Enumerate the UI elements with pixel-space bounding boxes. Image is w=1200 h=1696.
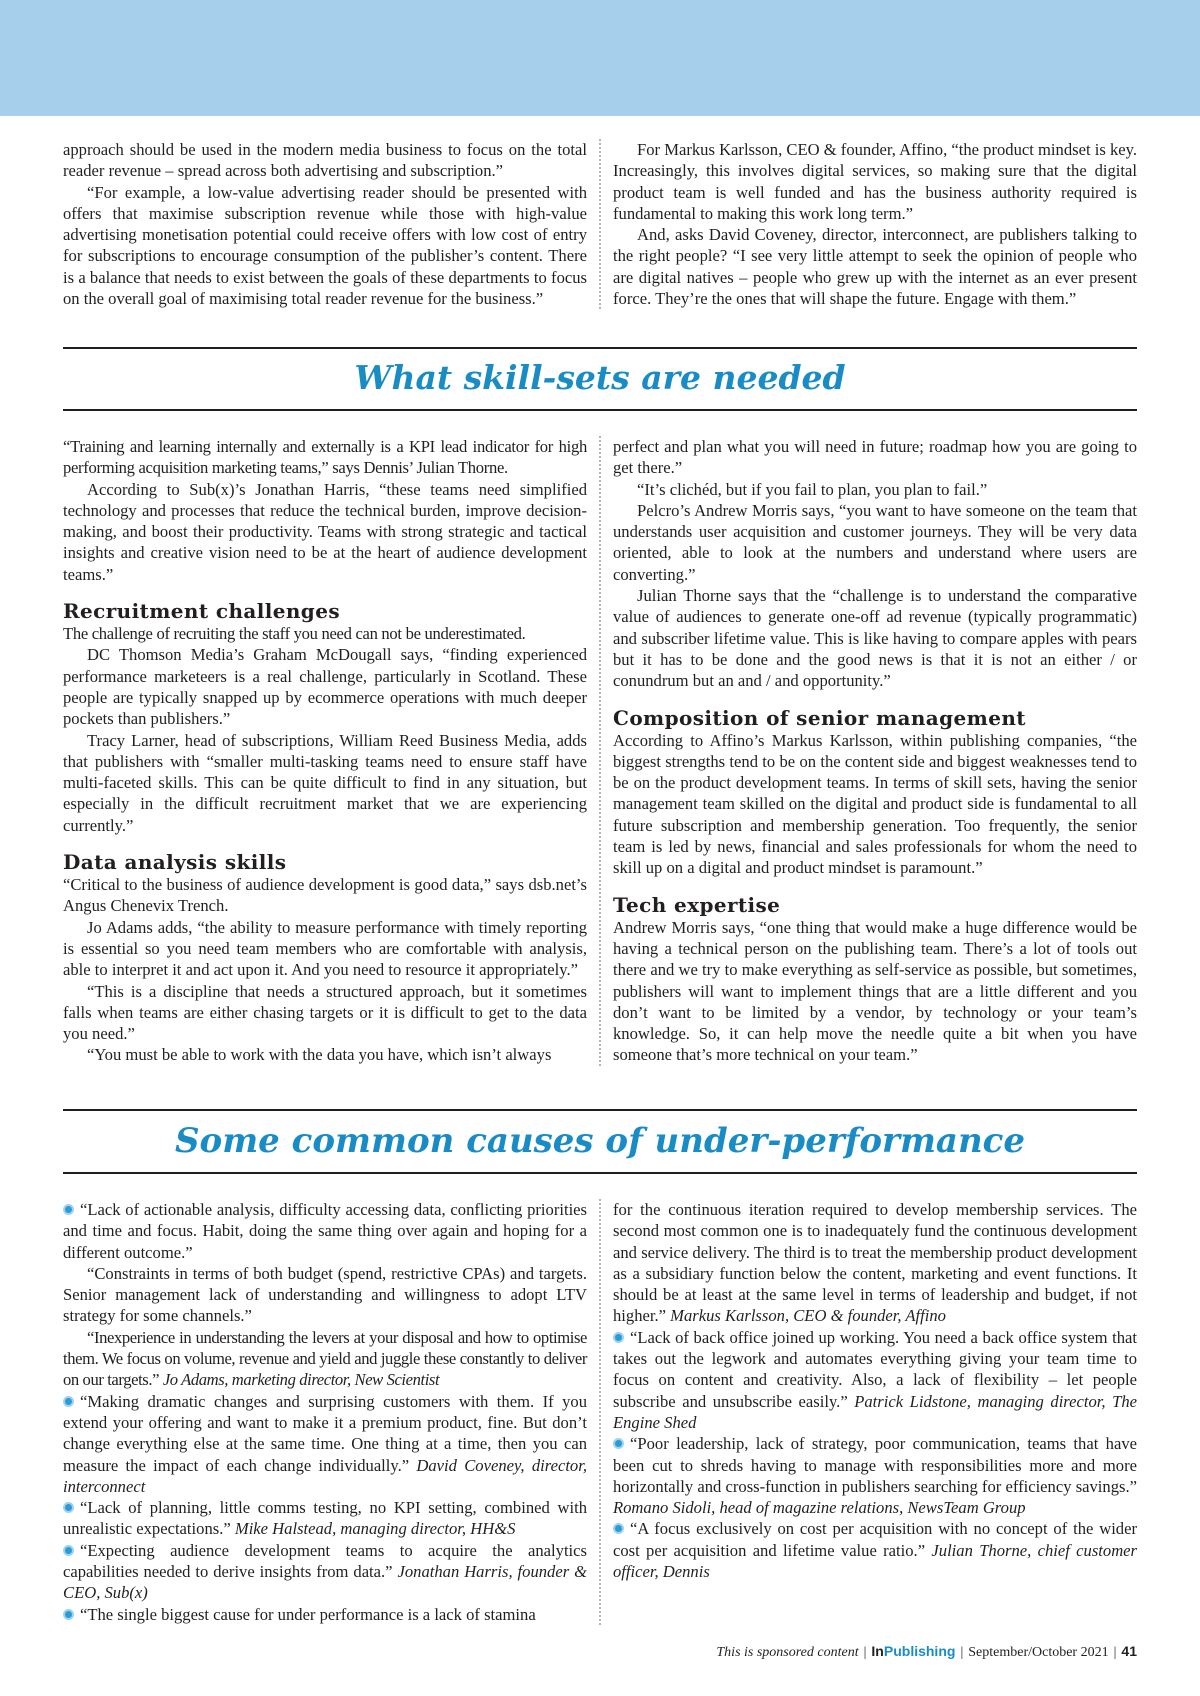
paragraph: “For example, a low-value advertising reader should be presented with offers that maximise subscription revenue while those with high-value advertising monetisation potential could receive offers with low cost of entry for subscriptions to encourage consumption of the publisher’s content. There is a balance that needs to exist between the goals of these departments to focus on the overall goal of maximising total reader revenue for the business.”	[63, 182, 587, 309]
page-footer	[716, 1643, 1137, 1661]
quote: “Inexperience in understanding the levers at your disposal and how to optimise them. We focus on volume, revenue and yield and juggle these constantly to deliver on our targets.”	[63, 1327, 587, 1390]
intro-left-column	[63, 139, 587, 309]
column-divider	[599, 139, 601, 309]
subheading-data-analysis: Data analysis skills	[63, 850, 287, 875]
quote: “Lack of planning, little comms testing, no KPI setting, combined with unrealistic expectations.”	[63, 1498, 587, 1539]
paragraph: “This is a discipline that needs a structured approach, but it sometimes falls when teams are either chasing targets or it is difficult to get to the data you need.”	[63, 981, 587, 1044]
bullet-dot-icon	[63, 1204, 74, 1215]
quote: “Poor leadership, lack of strategy, poor communication, teams that have been cut to shreds having to manage with responsibilities more and more horizontally and cross-function in publishers searching for efficiency savings.”	[613, 1434, 1137, 1496]
causes-left-column	[63, 1199, 587, 1625]
bullet-item	[613, 1327, 1137, 1433]
skills-right-column	[613, 436, 1137, 1066]
paragraph: DC Thomson Media’s Graham McDougall says, “finding experienced performance marketeers is a real challenge, particularly in Scotland. These people are typically snapped up by ecommerce operations with much deeper pockets than publishers.”	[63, 645, 587, 729]
bullet-item	[63, 1540, 587, 1604]
section-rule	[63, 1172, 1137, 1174]
causes-section	[63, 1199, 1137, 1625]
intro-right-column	[613, 139, 1137, 309]
footer-separator: |	[960, 1645, 964, 1660]
subheading-tech-expertise: Tech expertise	[613, 892, 781, 917]
attribution: Julian Thorne, chief customer officer, Dennis	[613, 1540, 1138, 1582]
quote: “Expecting audience development teams to acquire the analytics capabilities needed to derive insights from data.”	[63, 1540, 587, 1582]
attribution: Jo Adams, marketing director, New Scientist	[162, 1370, 440, 1390]
subheading-recruitment: Recruitment challenges	[63, 599, 340, 624]
column-divider	[599, 436, 601, 1066]
section-rule	[63, 409, 1137, 411]
paragraph: Pelcro’s Andrew Morris says, “you want to have someone on the team that understands user acquisition and customer journeys. They will be very data oriented, able to look at the numbers and understand where users are converting.”	[613, 500, 1137, 584]
section-title-causes: Some common causes of under-performance	[174, 1121, 1026, 1161]
section-title-skills: What skill-sets are needed	[354, 358, 846, 397]
header-band	[0, 0, 1200, 116]
brand-publishing: Publishing	[883, 1643, 956, 1659]
quote: “The single biggest cause for under performance is a lack of stamina	[80, 1604, 536, 1624]
attribution: Patrick Lidstone, managing director, The Engine Shed	[613, 1391, 1137, 1432]
bullet-dot-icon	[63, 1545, 74, 1556]
quote: “Lack of actionable analysis, difficulty accessing data, conflicting priorities and time and focus. Habit, doing the same thing over again and hoping for a different outcome.”	[63, 1200, 587, 1262]
bullet-item	[63, 1497, 587, 1540]
paragraph: According to Affino’s Markus Karlsson, within publishing companies, “the biggest strengths tend to be on the content side and biggest weaknesses tend to be on the product development teams. In terms of skill sets, having the senior management team skilled on the digital and product side is fundamental to all future subscription and membership generation. Too frequently, the senior team is led by news, financial and sales professionals for whom the need to skill up on a digital and product mindset is paramount.”	[613, 730, 1137, 878]
bullet-item	[63, 1604, 587, 1625]
attribution: Mike Halstead, managing director, HH&S	[234, 1519, 516, 1539]
sponsored-note: This is sponsored content	[716, 1645, 859, 1660]
quote: “Lack of back office joined up working. You need a back office system that takes out the legwork and automates everything giving your team time to focus on content and creativity. Also, a lack of flexibility – let people subscribe and unsubscribe easily.”	[613, 1327, 1137, 1411]
paragraph	[613, 1199, 1137, 1327]
paragraph: The challenge of recruiting the staff you need can not be underestimated.	[63, 624, 526, 644]
paragraph: perfect and plan what you will need in future; roadmap how you are going to get there.”	[613, 437, 1137, 478]
skills-section	[63, 436, 1137, 1066]
bullet-dot-icon	[613, 1523, 624, 1534]
bullet-item	[613, 1518, 1137, 1582]
paragraph: “It’s clichéd, but if you fail to plan, you plan to fail.”	[637, 479, 988, 499]
footer-separator: |	[863, 1645, 867, 1660]
section-rule	[63, 347, 1137, 349]
attribution: Romano Sidoli, head of magazine relations, NewsTeam Group	[613, 1498, 1026, 1518]
bullet-dot-icon	[613, 1438, 624, 1449]
bullet-item	[613, 1433, 1137, 1518]
footer-separator: |	[1113, 1645, 1117, 1660]
column-divider	[599, 1199, 601, 1625]
paragraph	[63, 1327, 587, 1391]
bullet-dot-icon	[63, 1396, 74, 1407]
brand-in: In	[871, 1643, 884, 1659]
paragraph: “Constraints in terms of both budget (spend, restrictive CPAs) and targets. Senior management lack of understanding and willingness to adopt LTV strategy for some channels.”	[63, 1263, 587, 1326]
attribution: David Coveney, director, interconnect	[63, 1455, 587, 1496]
subheading-composition: Composition of senior management	[613, 705, 1026, 730]
quote: “Making dramatic changes and surprising customers with them. If you extend your offering and want to make it a premium product, fine. But don’t change everything else at the same time. One thing at a time, then you can measure the impact of each change individually.”	[63, 1391, 587, 1475]
paragraph: According to Sub(x)’s Jonathan Harris, “these teams need simplified technology and processes that reduce the technical burden, improve decision-making, and boost their productivity. Teams with strong strategic and tactical insights and creative vision need to be at the heart of audience development teams.”	[63, 479, 587, 584]
causes-right-column	[613, 1199, 1137, 1625]
paragraph: Jo Adams adds, “the ability to measure performance with timely reporting is essential so you need team members who are comfortable with analysis, able to interpret it and act upon it. And you need to resource it appropriately.”	[63, 917, 587, 980]
skills-left-column	[63, 436, 587, 1066]
page-number: 41	[1121, 1643, 1137, 1659]
bullet-dot-icon	[613, 1332, 624, 1343]
paragraph: And, asks David Coveney, director, interconnect, are publishers talking to the right people? “I see very little attempt to seek the opinion of people who are digital natives – people who grew up with the internet as an ever present force. They’re the ones that will shape the future. Engage with them.”	[613, 225, 1137, 309]
paragraph: Andrew Morris says, “one thing that would make a huge difference would be having a technical person on the publishing team. There’s a lot of tools out there and we try to make everything as self-service as possible, but sometimes, publishers will want to implement things that are a little different and you don’t want to be limited by a vendor, by technology or your team’s knowledge. So, it can help move the needle quite a bit when you have someone that’s more technical on your team.”	[613, 917, 1137, 1065]
bullet-item	[63, 1199, 587, 1263]
bullet-dot-icon	[63, 1609, 74, 1620]
attribution: Markus Karlsson, CEO & founder, Affino	[670, 1306, 946, 1326]
quote: “A focus exclusively on cost per acquisition with no concept of the wider cost per acquisition and lifetime value ratio.”	[613, 1519, 1137, 1560]
paragraph: “Critical to the business of audience development is good data,” says dsb.net’s Angus Chenevix Trench.	[63, 875, 587, 916]
paragraph: “Training and learning internally and externally is a KPI lead indicator for high performing acquisition marketing teams,” says Dennis’ Julian Thorne.	[63, 437, 587, 478]
paragraph: “You must be able to work with the data you have, which isn’t always	[87, 1045, 552, 1065]
paragraph: For Markus Karlsson, CEO & founder, Affino, “the product mindset is key. Increasingly, this involves digital services, so making sure that the digital product team is well funded and has the business authority required is fundamental to making this work long term.”	[613, 140, 1137, 223]
bullet-dot-icon	[63, 1502, 74, 1513]
quote: for the continuous iteration required to develop membership services. The second most common one is to inadequately fund the continuous development and service delivery. The third is to treat the membership product development as a subsidiary function below the content, marketing and event functions. It should be at least at the same level in terms of leadership and budget, if not higher.”	[613, 1200, 1137, 1326]
issue-date: September/October 2021	[968, 1645, 1109, 1660]
paragraph: approach should be used in the modern media business to focus on the total reader revenue – spread across both advertising and subscription.”	[63, 140, 587, 181]
paragraph: Tracy Larner, head of subscriptions, William Reed Business Media, adds that publishers with “smaller multi-tasking teams need to ensure staff have multi-faceted skills. This can be quite difficult to find in any situation, but especially in the difficult recruitment market that we are experiencing currently.”	[63, 730, 587, 835]
section-rule	[63, 1109, 1137, 1111]
bullet-item	[63, 1391, 587, 1497]
attribution: Jonathan Harris, founder & CEO, Sub(x)	[63, 1562, 587, 1603]
paragraph: Julian Thorne says that the “challenge is to understand the comparative value of audiences to generate one-off ad revenue (typically programmatic) and subscriber lifetime value. This is like having to compare apples with pears but it has to be done and the good news is that it is not an either / or conundrum but an and / and opportunity.”	[613, 586, 1137, 691]
intro-section	[63, 139, 1137, 309]
